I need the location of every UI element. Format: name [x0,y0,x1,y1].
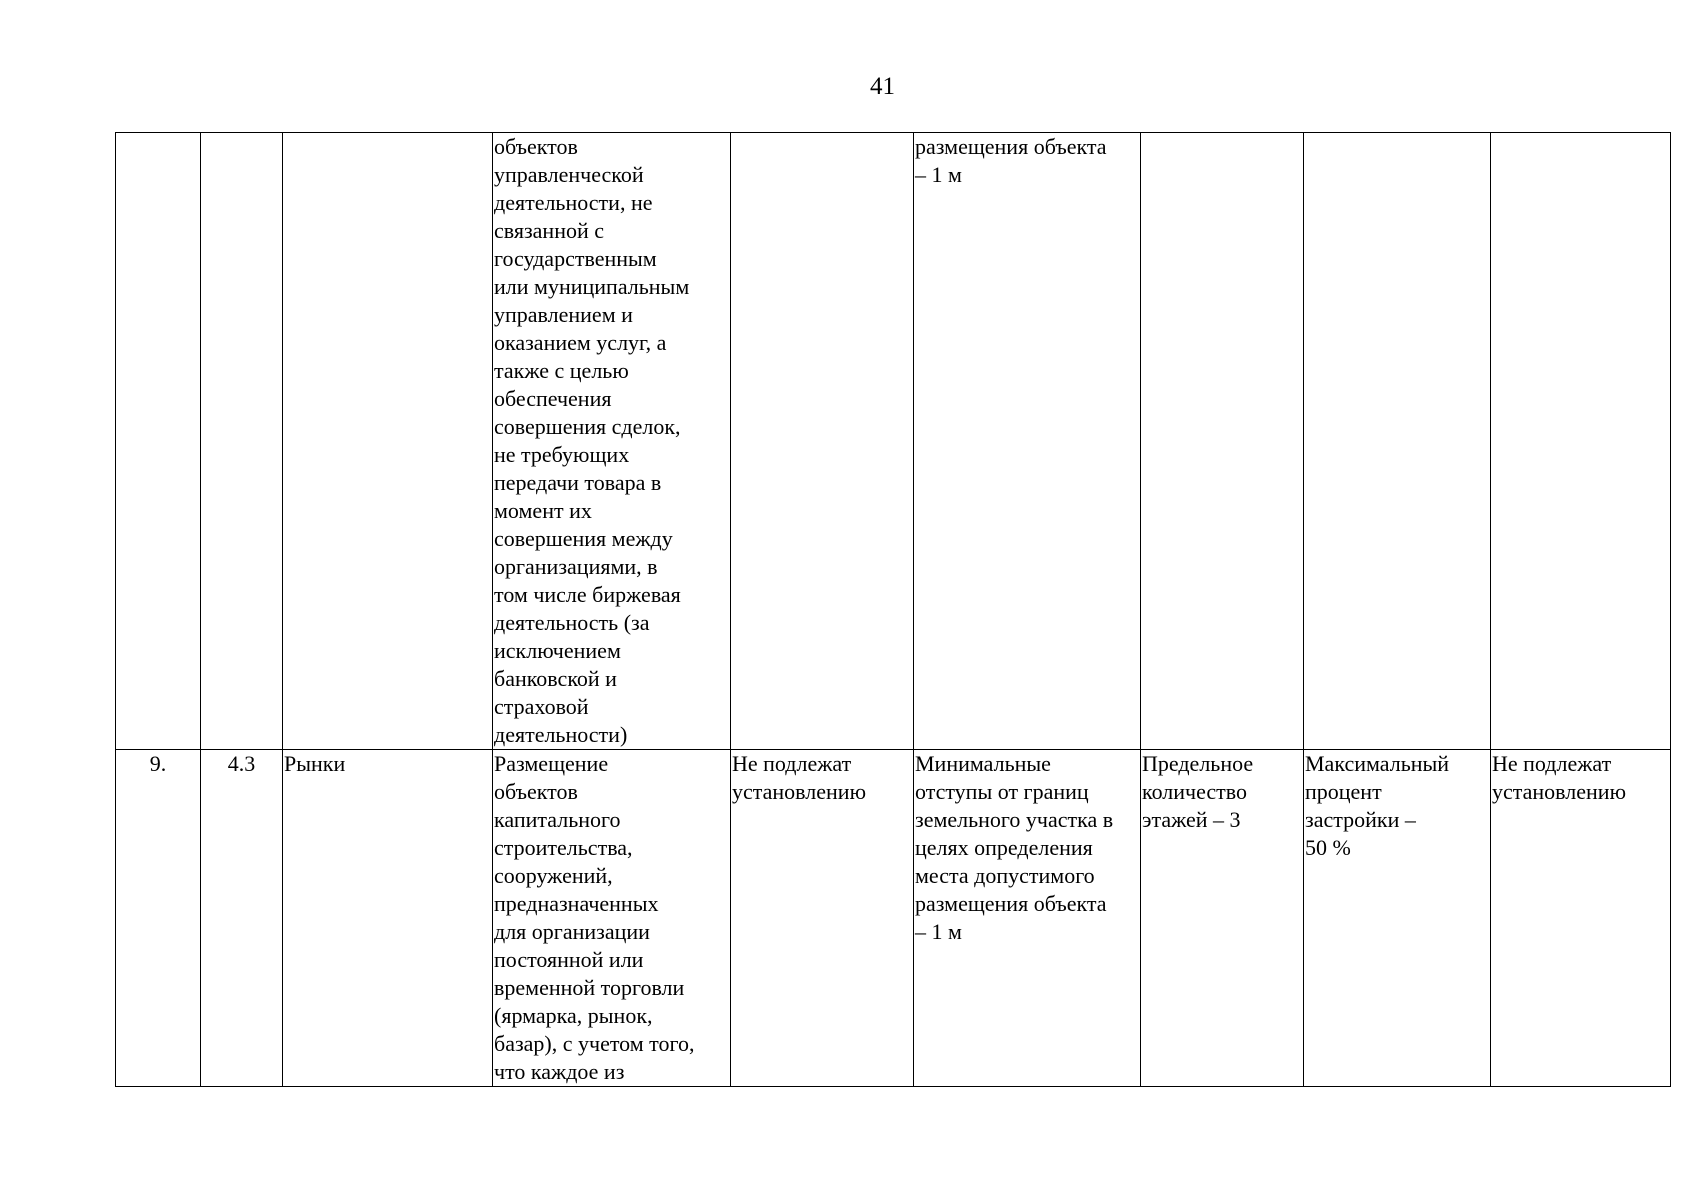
cell-code [201,133,283,750]
cell-coverage: Максимальный процент застройки – 50 % [1304,750,1491,1087]
cell-setbacks: Минимальные отступы от границ земельного участка в целях определения места допустимого размещения объекта – 1 м [914,750,1141,1087]
cell-setbacks: размещения объекта – 1 м [914,133,1141,750]
cell-description: объектов управленческой деятельности, не связанной с государственным или муниципальным управлением и оказанием услуг, а также с целью обеспечения совершения сделок, не требующих передачи товара в момент их совершения между организациями, в том числе биржевая деятельность (за исключением банковской и страховой деятельности) [493,133,731,750]
cell-name [283,133,493,750]
cell-code: 4.3 [201,750,283,1087]
cell-number [116,133,201,750]
cell-other: Не подлежат установлению [1491,750,1671,1087]
page-number: 41 [870,73,895,100]
zoning-regulations-table [115,132,1671,1087]
table-row-markets [116,750,1671,1087]
cell-coverage [1304,133,1491,750]
cell-number: 9. [116,750,201,1087]
cell-description: Размещение объектов капитального строительства, сооружений, предназначенных для организации постоянной или временной торговли (ярмарка, рынок, базар), с учетом того, что каждое из [493,750,731,1087]
cell-area-limits [731,133,914,750]
cell-floors: Предельное количество этажей – 3 [1141,750,1304,1087]
cell-area-limits: Не подлежат установлению [731,750,914,1087]
cell-other [1491,133,1671,750]
cell-floors [1141,133,1304,750]
table-row-continuation [116,133,1671,750]
cell-name: Рынки [283,750,493,1087]
